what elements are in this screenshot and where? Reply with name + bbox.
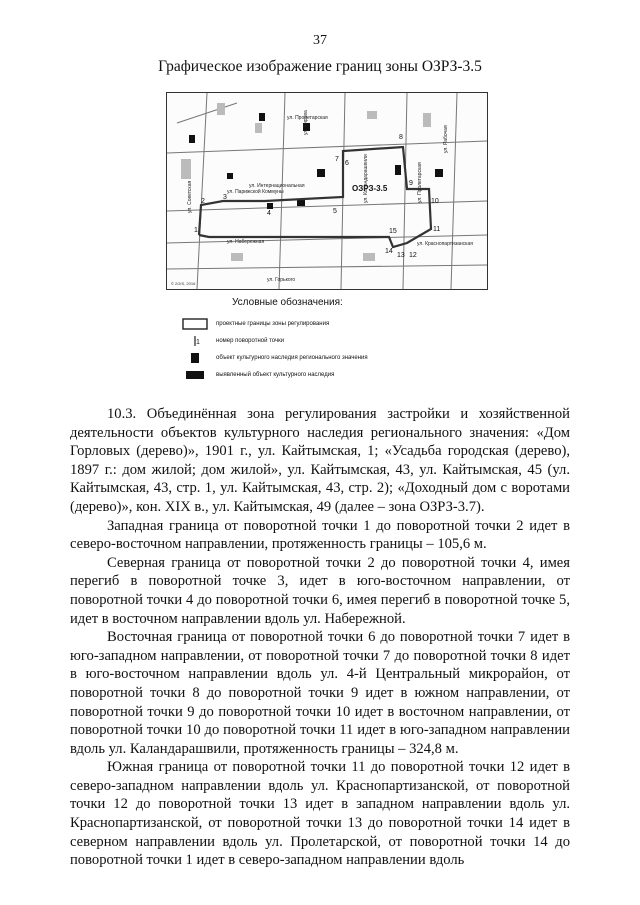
paragraph: Восточная граница от поворотной точки 6 до поворотной точки 7 идет в юго-западном направлении, от поворотной точки 7 до поворотной точки 8 идет в юго-восточном направлении вдоль ул. 4-й Центральный микрорайон, от поворотной точки 8 до поворотной точки 9 идет в южном направлении, от поворотной точки 9 до поворотной точки 10 идет в восточном направлении, от поворотной точки 10 до поворотной точки 11 идет в юго-западном направлении вдоль ул. Каландарашвили, протяженность границы – 324,8 м.	[70, 629, 570, 757]
legend-item-label: выявленный объект культурного наследия	[216, 372, 335, 378]
body-text	[70, 405, 570, 870]
legend-item-regional-heritage	[182, 351, 368, 365]
point-number-symbol-icon	[182, 335, 208, 347]
street-label: ул. Краснопартизанская	[417, 241, 473, 247]
point-label: 10	[431, 198, 439, 205]
street-label: ул. Интернациональная	[249, 183, 305, 189]
identified-heritage-symbol-icon	[182, 369, 208, 381]
paragraph: Северная граница от поворотной точки 2 до поворотной точки 4, имея перегиб в поворотной точке 3, идет в юго-восточном направлении, от поворотной точки 4 до поворотной точки 6, имея перегиб в поворотной точке 5, идет в восточном направлении вдоль ул. Набережной.	[70, 554, 570, 627]
point-label: 11	[433, 226, 441, 233]
paragraph: Южная граница от поворотной точки 11 до поворотной точки 12 идет в северо-западном направлении вдоль ул. Краснопартизанской, от поворотной точки 12 до поворотной точки 13 идет в западном направлении вдоль ул. Краснопартизанской, от поворотной точки 13 до поворотной точки 14 идет в северном направлении вдоль ул. Пролетарской, от поворотной точки 14 до поворотной точки 1 идет в северо-западном направлении вдоль	[70, 759, 570, 869]
point-label: 14	[385, 248, 393, 255]
point-label: 7	[335, 156, 339, 163]
point-label: 13	[397, 252, 405, 259]
legend-item-label: объект культурного наследия регионального значения	[216, 355, 368, 361]
boundary-symbol-icon	[182, 318, 208, 330]
paragraph: Западная граница от поворотной точки 1 до поворотной точки 2 идет в северо-восточном направлении, протяженность границы – 105,6 м.	[70, 517, 570, 553]
street-label: ул. Каландарашвили	[363, 154, 369, 203]
point-label: 12	[409, 252, 417, 259]
legend-item-identified-heritage	[182, 368, 334, 382]
street-label: ул. Рабочая	[443, 125, 449, 153]
zone-label: ОЗРЗ-3.5	[352, 184, 388, 193]
point-label: 6	[345, 160, 349, 167]
page-title: Графическое изображение границ зоны ОЗРЗ-3.5	[158, 58, 482, 75]
legend-item-label: номер поворотной точки	[216, 338, 285, 344]
street-label: ул. Парижской Коммуны	[227, 189, 284, 195]
paragraph: 10.3. Объединённая зона регулирования застройки и хозяйственной деятельности объектов культурного наследия регионального значения: «Дом Горловых (дерево)», 1901 г., ул. Кайтымская, 1; «Усадьба городская (дерево), 1897 г.: дом жилой; дом жилой», ул. Кайтымская, 43, ул. Кайтымская, 45 (ул. Кайтымская, 43, стр. 1, ул. Кайтымская, 43, стр. 2); «Доходный дом с воротами (дерево)», кон. XIX в., ул. Кайтымская, 49 (далее – зона ОЗРЗ-3.7).	[70, 406, 570, 515]
regional-heritage-symbol-icon	[182, 352, 208, 364]
point-label: 5	[333, 208, 337, 215]
point-label: 4	[267, 210, 271, 217]
legend-title: Условные обозначения:	[232, 297, 343, 308]
street-label: ул. Горького	[267, 277, 296, 283]
map-copyright: © 2GIS, 2016	[171, 281, 196, 286]
street-label: ул. Советская	[187, 180, 193, 213]
svg-text:1: 1	[196, 339, 200, 346]
legend-item-point	[182, 334, 284, 348]
street-label: ул. Набережная	[227, 239, 265, 245]
street-label: ул. Пролетарская	[287, 115, 328, 121]
page-number: 37	[313, 33, 327, 48]
legend-item-boundary	[182, 317, 329, 331]
point-label: 9	[409, 180, 413, 187]
road-network	[167, 93, 487, 289]
point-label: 8	[399, 134, 403, 141]
point-label: 3	[223, 194, 227, 201]
point-label: 2	[201, 198, 205, 205]
street-label: ул. Пролетарская	[417, 162, 423, 203]
point-label: 1	[194, 227, 198, 234]
street-label: ул. Кирова	[303, 110, 309, 135]
zone-map	[166, 92, 488, 290]
legend-item-label: проектные границы зоны регулирования	[216, 321, 330, 327]
map-drawing	[167, 93, 487, 289]
point-label: 15	[389, 228, 397, 235]
